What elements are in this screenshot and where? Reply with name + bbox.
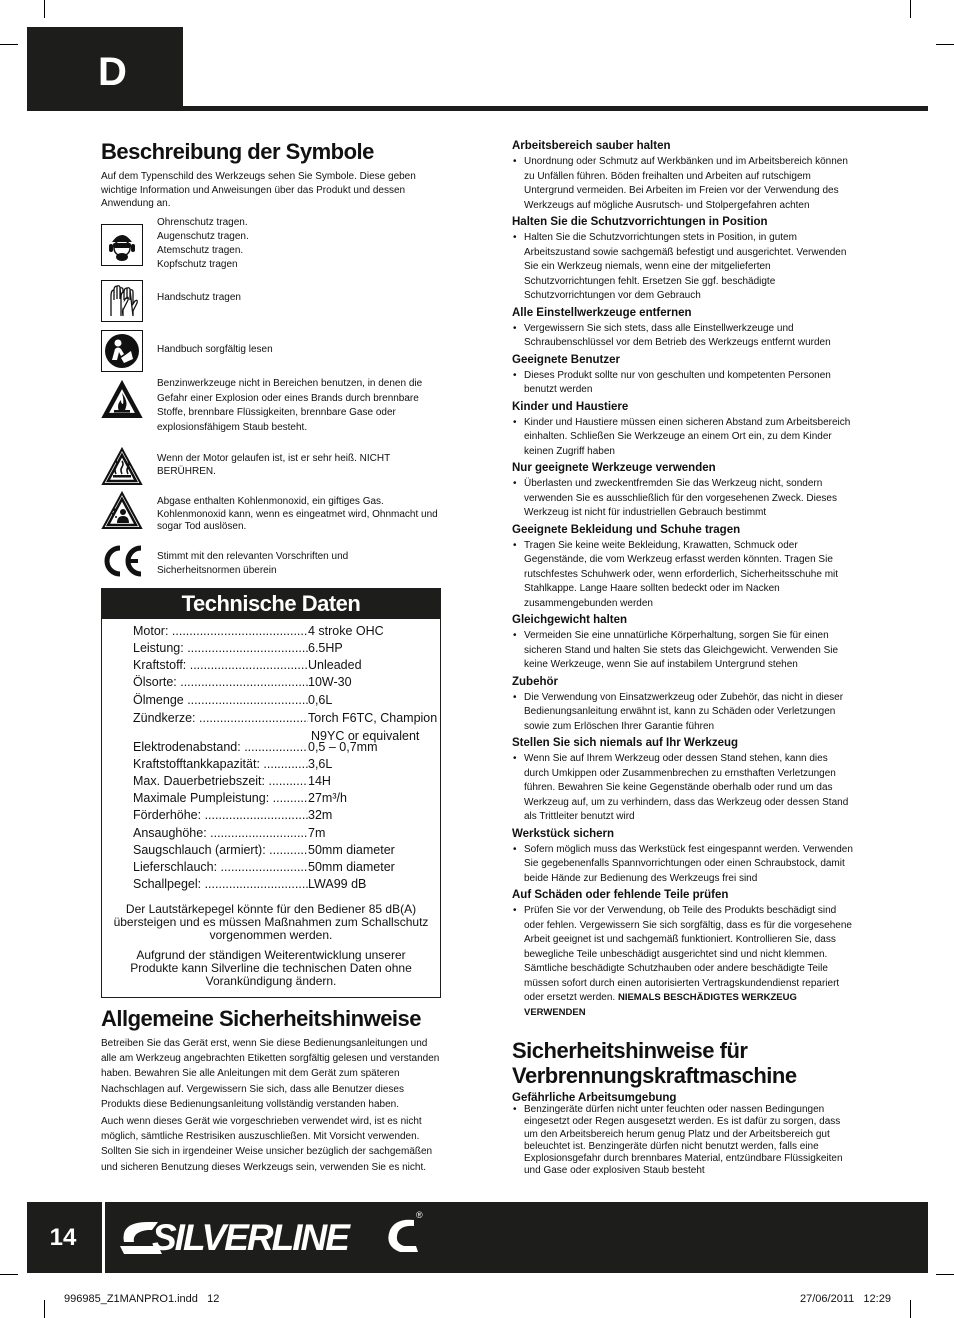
technical-data-row xyxy=(133,674,352,694)
spec-label: Elektrodenabstand: ..... xyxy=(133,739,308,755)
crop-mark xyxy=(44,0,45,18)
safety-rule-heading: Alle Einstellwerkzeuge entfernen xyxy=(512,306,692,319)
spec-value: 50mm diameter xyxy=(308,843,395,857)
symbol-line: Stimmt mit den relevanten Vorschriften und xyxy=(157,551,349,562)
engine-title-line: Sicherheitshinweise für xyxy=(512,1038,748,1063)
technical-data-row xyxy=(133,710,437,742)
engine-title-line: Verbrennungskraftmaschine xyxy=(512,1063,797,1088)
safety-rule-heading: Geeignete Benutzer xyxy=(512,353,620,366)
safety-rule-body: Kinder und Haustiere müssen einen sicheren Abstand zum Arbeitsbereich einhalten. Schließen Sie Werkzeuge an einem Ort ein, zu dem Kinder keinen Zugriff haben xyxy=(524,416,851,457)
spec-value: 50mm diameter xyxy=(308,860,395,874)
safety-rule-body: Dieses Produkt sollte nur von geschulten und kompetenten Personen benutzt werden xyxy=(524,369,831,395)
symbol-line: Stoffe, brennbare Flüssigkeiten, brennbare Gase oder xyxy=(157,407,396,419)
symbols-title: Beschreibung der Symbole xyxy=(101,139,374,164)
safety-rule-body: Prüfen Sie vor der Verwendung, ob Teile des Produkts beschädigt sind oder fehlen. Vergewissern Sie sich sorgfältig, dass es für die vorgesehene Arbeit geeignet ist und sachgemäß funktioniert. Kontrollieren Sie, dass bewegliche Teile unbeschädigt ausgerichtet sind und nicht klemmen. Sämtliche beschädigte Schutzhauben oder andere beschädigte Teile müssen sofort durch einen autorisierten Vertragskundendienst repariert oder ersetzt werden. xyxy=(524,905,852,1003)
spec-value: Torch F6TC, Champion xyxy=(308,711,438,725)
general-paragraph: Betreiben Sie das Gerät erst, wenn Sie diese Bedienungsanleitungen und alle am Werkzeug angebrachten Etiketten sorgfältig gelesen und verstanden haben. Bewahren Sie alle Anleitungen mit dem Gerät zum späteren Nachschlagen auf. Vergewissern Sie sich, dass alle Benutzer dieses Produkts diese Bedienungsanleitung vollständig verstanden haben. xyxy=(101,1038,440,1110)
symbol-line: Gefahr einer Explosion oder eines Brands durch brennbare xyxy=(157,392,419,404)
spec-value: 7m xyxy=(308,826,326,840)
safety-rule-text xyxy=(512,752,854,825)
crop-mark xyxy=(0,1274,18,1275)
engine-subheading: Gefährliche Arbeitsumgebung xyxy=(512,1092,677,1104)
safety-rule-text xyxy=(512,477,854,521)
safety-rule-text xyxy=(512,416,854,460)
safety-rule-emphasis: NIEMALS BESCHÄDIGTES WERKZEUG VERWENDEN xyxy=(524,992,797,1018)
symbol-line: Augenschutz tragen. xyxy=(157,231,249,242)
safety-rule-body: Vermeiden Sie eine unnatürliche Körperhaltung, sorgen Sie für einen sicheren Stand und halten Sie stets das Gleichgewicht. Verwenden Sie keine Werkzeuge, wenn Sie auf instabilem Untergrund stehen xyxy=(524,630,839,670)
safety-rules-list xyxy=(512,140,854,1020)
symbol-line: Abgase enthalten Kohlenmonoxid, ein giftiges Gas. xyxy=(157,496,384,507)
slug-date: 27/06/2011 12:29 xyxy=(800,1293,891,1305)
symbol-text xyxy=(157,452,445,478)
symbol-line: Atemschutz tragen. xyxy=(157,245,244,256)
spec-value: 6.5HP xyxy=(308,641,343,655)
crop-mark xyxy=(936,1274,954,1275)
crop-mark xyxy=(910,1300,911,1318)
safety-rule-heading: Zubehör xyxy=(512,675,558,688)
safety-rule-body: Die Verwendung von Einsatzwerkzeug oder Zubehör, das nicht in dieser Bedienungsanleitung erwähnt ist, kann zu Schäden oder Verletzungen sowie zum Erlöschen Ihrer Garantie führen xyxy=(524,691,844,732)
spec-label: Förderhöhe: ..... xyxy=(133,807,308,823)
noise-note: Der Lautstärkepegel könnte für den Bediener 85 dB(A) übersteigen und es müssen Maßnahmen zum Schallschutz vorgenommen werden. xyxy=(113,902,429,942)
spec-label: Kraftstoff: ..... xyxy=(133,657,308,673)
spec-label: Kraftstofftankkapazität: ..... xyxy=(133,756,308,772)
spec-value: 3,6L xyxy=(308,757,333,771)
safety-rule-body: Tragen Sie keine weite Bekleidung, Krawatten, Schmuck oder Gegenstände, die vom Werkzeug erfasst werden könnten. Tragen Sie rutschfestes Schuhwerk oder, wenn erforderlich, Sicherheitsschuhe mit Stahlkappe. Lange Haare sollten bedeckt oder im Nacken zusammengebunden werden xyxy=(524,539,839,609)
read-manual-icon xyxy=(101,330,143,372)
ce-mark-icon xyxy=(101,540,143,582)
spec-value-continued: N9YC or equivalent xyxy=(311,729,420,743)
safety-rule-text xyxy=(512,231,854,304)
safety-rule-text xyxy=(512,629,854,673)
safety-rule-heading: Arbeitsbereich sauber halten xyxy=(512,140,671,152)
spec-value: 0,6L xyxy=(308,693,333,707)
spec-value: 10W-30 xyxy=(308,675,352,689)
silverline-logo xyxy=(118,1210,428,1265)
engine-safety-section xyxy=(512,1038,854,1178)
safety-rule-heading: Halten Sie die Schutzvorrichtungen in Position xyxy=(512,216,768,228)
technical-data-row xyxy=(133,807,332,827)
spec-label: Zündkerze: ..... xyxy=(133,710,308,726)
symbol-text xyxy=(157,550,445,578)
safety-rule-text xyxy=(512,322,854,351)
safety-rule-text xyxy=(512,904,854,1020)
safety-rule-text xyxy=(512,691,854,735)
spec-value: 32m xyxy=(308,808,333,822)
safety-rule-text xyxy=(512,369,854,398)
safety-rule-body: Überlasten und zweckentfremden Sie das Werkzeug nicht, sondern verwenden Sie es ausschließlich für den vorgesehenen Zweck. Dieses Werkzeug ist nicht für industriellen Gebrauch bestimmt xyxy=(524,478,837,518)
registered-mark: ® xyxy=(416,1210,423,1220)
flammable-warning-icon xyxy=(101,379,143,421)
crop-mark xyxy=(936,44,954,45)
safety-rule-text xyxy=(512,539,854,612)
symbol-text: Handschutz tragen xyxy=(157,292,241,303)
safety-rule-heading: Gleichgewicht halten xyxy=(512,614,628,626)
slug-filename: 996985_Z1MANPRO1.indd 12 xyxy=(64,1293,220,1305)
spec-label: Ölmenge ..... xyxy=(133,692,308,708)
spec-label: Motor: ..... xyxy=(133,623,308,639)
safety-rule-body: Vergewissern Sie sich stets, dass alle Einstellwerkzeuge und Schraubenschlüssel vor dem Betrieb des Werkzeugs entfernt wurden xyxy=(524,322,831,348)
general-safety-title: Allgemeine Sicherheitshinweise xyxy=(101,1006,422,1031)
safety-rule-body: Sofern möglich muss das Werkstück fest eingespannt werden. Verwenden Sie gegebenenfalls Spannvorrichtungen oder einen Schraubstock, damit beide Hände zur Bedienung des Werkzeugs frei sind xyxy=(524,843,853,884)
symbol-text: Handbuch sorgfältig lesen xyxy=(157,344,273,355)
safety-rule-body: Halten Sie die Schutzvorrichtungen stets in Position, in gutem Arbeitszustand sowie sachgemäß befestigt und ausgerichtet. Verwenden Sie ein Werkzeug niemals, wenn eine der mitgelieferten Schutzvorrichtungen fehlt. Ersetzen Sie ggf. beschädigte Schutzvorrichtungen vor dem Gebrauch xyxy=(524,232,847,301)
spec-label: Ansaughöhe: ..... xyxy=(133,825,308,841)
safety-rule-heading: Geeignete Bekleidung und Schuhe tragen xyxy=(512,523,741,536)
symbol-line: Sicherheitsnormen überein xyxy=(157,565,277,576)
spec-value: Unleaded xyxy=(308,658,362,672)
hot-surface-warning-icon xyxy=(101,446,143,488)
safety-rule-text xyxy=(512,843,854,887)
technical-data-row xyxy=(133,876,366,896)
spec-value: 4 stroke OHC xyxy=(308,624,384,638)
safety-rule-heading: Auf Schäden oder fehlende Teile prüfen xyxy=(512,889,729,901)
safety-rule-heading: Werkstück sichern xyxy=(512,827,615,840)
symbol-line: Kohlenmonoxid kann, wenn es eingeatmet wird, Ohnmacht und xyxy=(157,508,438,520)
spec-label: Ölsorte: ..... xyxy=(133,674,308,690)
page-number-divider xyxy=(102,1202,105,1273)
safety-rule-heading: Nur geeignete Werkzeuge verwenden xyxy=(512,462,716,474)
spec-value: 0,5 – 0,7mm xyxy=(308,740,378,754)
safety-rule-heading: Stellen Sie sich niemals auf Ihr Werkzeug xyxy=(512,737,739,749)
spec-value: 27m³/h xyxy=(308,791,347,805)
spec-value: LWA99 dB xyxy=(308,877,367,891)
symbols-intro: Auf dem Typenschild des Werkzeugs sehen Sie Symbole. Diese geben wichtige Information und Anweisungen über das Produkt und dessen Anwendung an. xyxy=(101,171,416,209)
safety-rule-body: Unordnung oder Schmutz auf Werkbänken und im Arbeitsbereich können zu Unfällen führen. Böden freihalten und Arbeiten auf rutschigem Untergrund vermeiden. Bei Arbeiten im Freien vor der Verwendung des Werkzeugs auf mögliche Ausrutsch- und Stolpergefahren achten xyxy=(524,156,848,211)
symbol-line: explosionsfähigem Staub besteht. xyxy=(157,422,308,434)
symbol-line: BERÜHREN. xyxy=(157,466,216,477)
spec-label: Leistung: ..... xyxy=(133,640,308,656)
spec-label: Max. Dauerbetriebszeit: ..... xyxy=(133,773,308,789)
spec-value: 14H xyxy=(308,774,331,788)
safety-rule-text xyxy=(512,155,854,213)
specs-change-note: Aufgrund der ständigen Weiterentwicklung unserer Produkte kann Silverline die technischen Daten ohne Vorankündigung ändern. xyxy=(130,948,412,988)
symbol-text xyxy=(157,496,445,534)
symbol-line: Ohrenschutz tragen. xyxy=(157,217,248,228)
ppe-head-icon xyxy=(101,224,143,266)
page-number: 14 xyxy=(49,1224,77,1251)
safety-rule-heading: Kinder und Haustiere xyxy=(512,400,629,413)
symbol-text xyxy=(157,216,445,272)
gloves-icon xyxy=(101,280,143,322)
spec-label: Schallpegel: ..... xyxy=(133,876,308,892)
spec-label: Lieferschlauch: ..... xyxy=(133,859,308,875)
brand-name: SILVERLINE xyxy=(152,1217,348,1258)
spec-label: Saugschlauch (armiert): ..... xyxy=(133,842,308,858)
technical-data-title: Technische Daten xyxy=(102,589,440,619)
toxic-fumes-warning-icon xyxy=(101,490,143,532)
symbol-line: Kopfschutz tragen xyxy=(157,259,238,270)
spec-label: Maximale Pumpleistung: ..... xyxy=(133,790,308,806)
engine-safety-title xyxy=(512,1038,854,1088)
crop-mark xyxy=(44,1300,45,1318)
symbol-line: Benzinwerkzeuge nicht in Bereichen benutzen, in denen die xyxy=(157,378,423,389)
language-letter: D xyxy=(98,50,127,94)
general-safety-text xyxy=(101,1036,443,1175)
header-rule xyxy=(183,106,928,111)
crop-mark xyxy=(910,0,911,18)
engine-safety-text: • Benzingeräte dürfen nicht unter feuchten oder nassen Bedingungen eingesetzt oder Regen ausgesetzt werden. Es ist dafür zu sorgen, dass um den Arbeitsbereich herum genug Platz und der Arbeitsbereich gut beleuchtet ist. Benzingeräte dürfen nicht benutzt werden, falls eine Explosionsgefahr durch brennbares Material, entzündbare Flüssigkeiten und Gase oder explosiven Staub besteht xyxy=(512,1104,854,1178)
crop-mark xyxy=(0,44,18,45)
technical-data-box xyxy=(101,588,441,998)
general-paragraph: Auch wenn dieses Gerät wie vorgeschrieben verwendet wird, ist es nicht möglich, sämtliche Restrisiken auszuschließen. Mit Vorsicht verwenden. Sollten Sie sich in irgendeiner Weise unsicher bezüglich der sachgemäßen und sicheren Benutzung dieses Werkzeugs sein, verwenden Sie es nicht. xyxy=(101,1116,433,1173)
technical-data-row xyxy=(133,692,332,712)
symbol-text xyxy=(157,377,445,436)
symbol-line: Wenn der Motor gelaufen ist, ist er sehr heiß. NICHT xyxy=(157,453,391,464)
symbol-line: sogar Tod auslösen. xyxy=(157,521,247,532)
safety-rule-body: Wenn Sie auf Ihrem Werkzeug oder dessen Stand stehen, kann dies durch Umkippen oder Zusammenbrechen zu ernsthaften Verletzungen führen. Bewahren Sie keine Gegenstände oberhalb oder rund um das Werkzeug auf, um zu verhindern, dass das Werkzeug oder dessen Stand als Trittleiter benutzt wird xyxy=(524,753,849,822)
